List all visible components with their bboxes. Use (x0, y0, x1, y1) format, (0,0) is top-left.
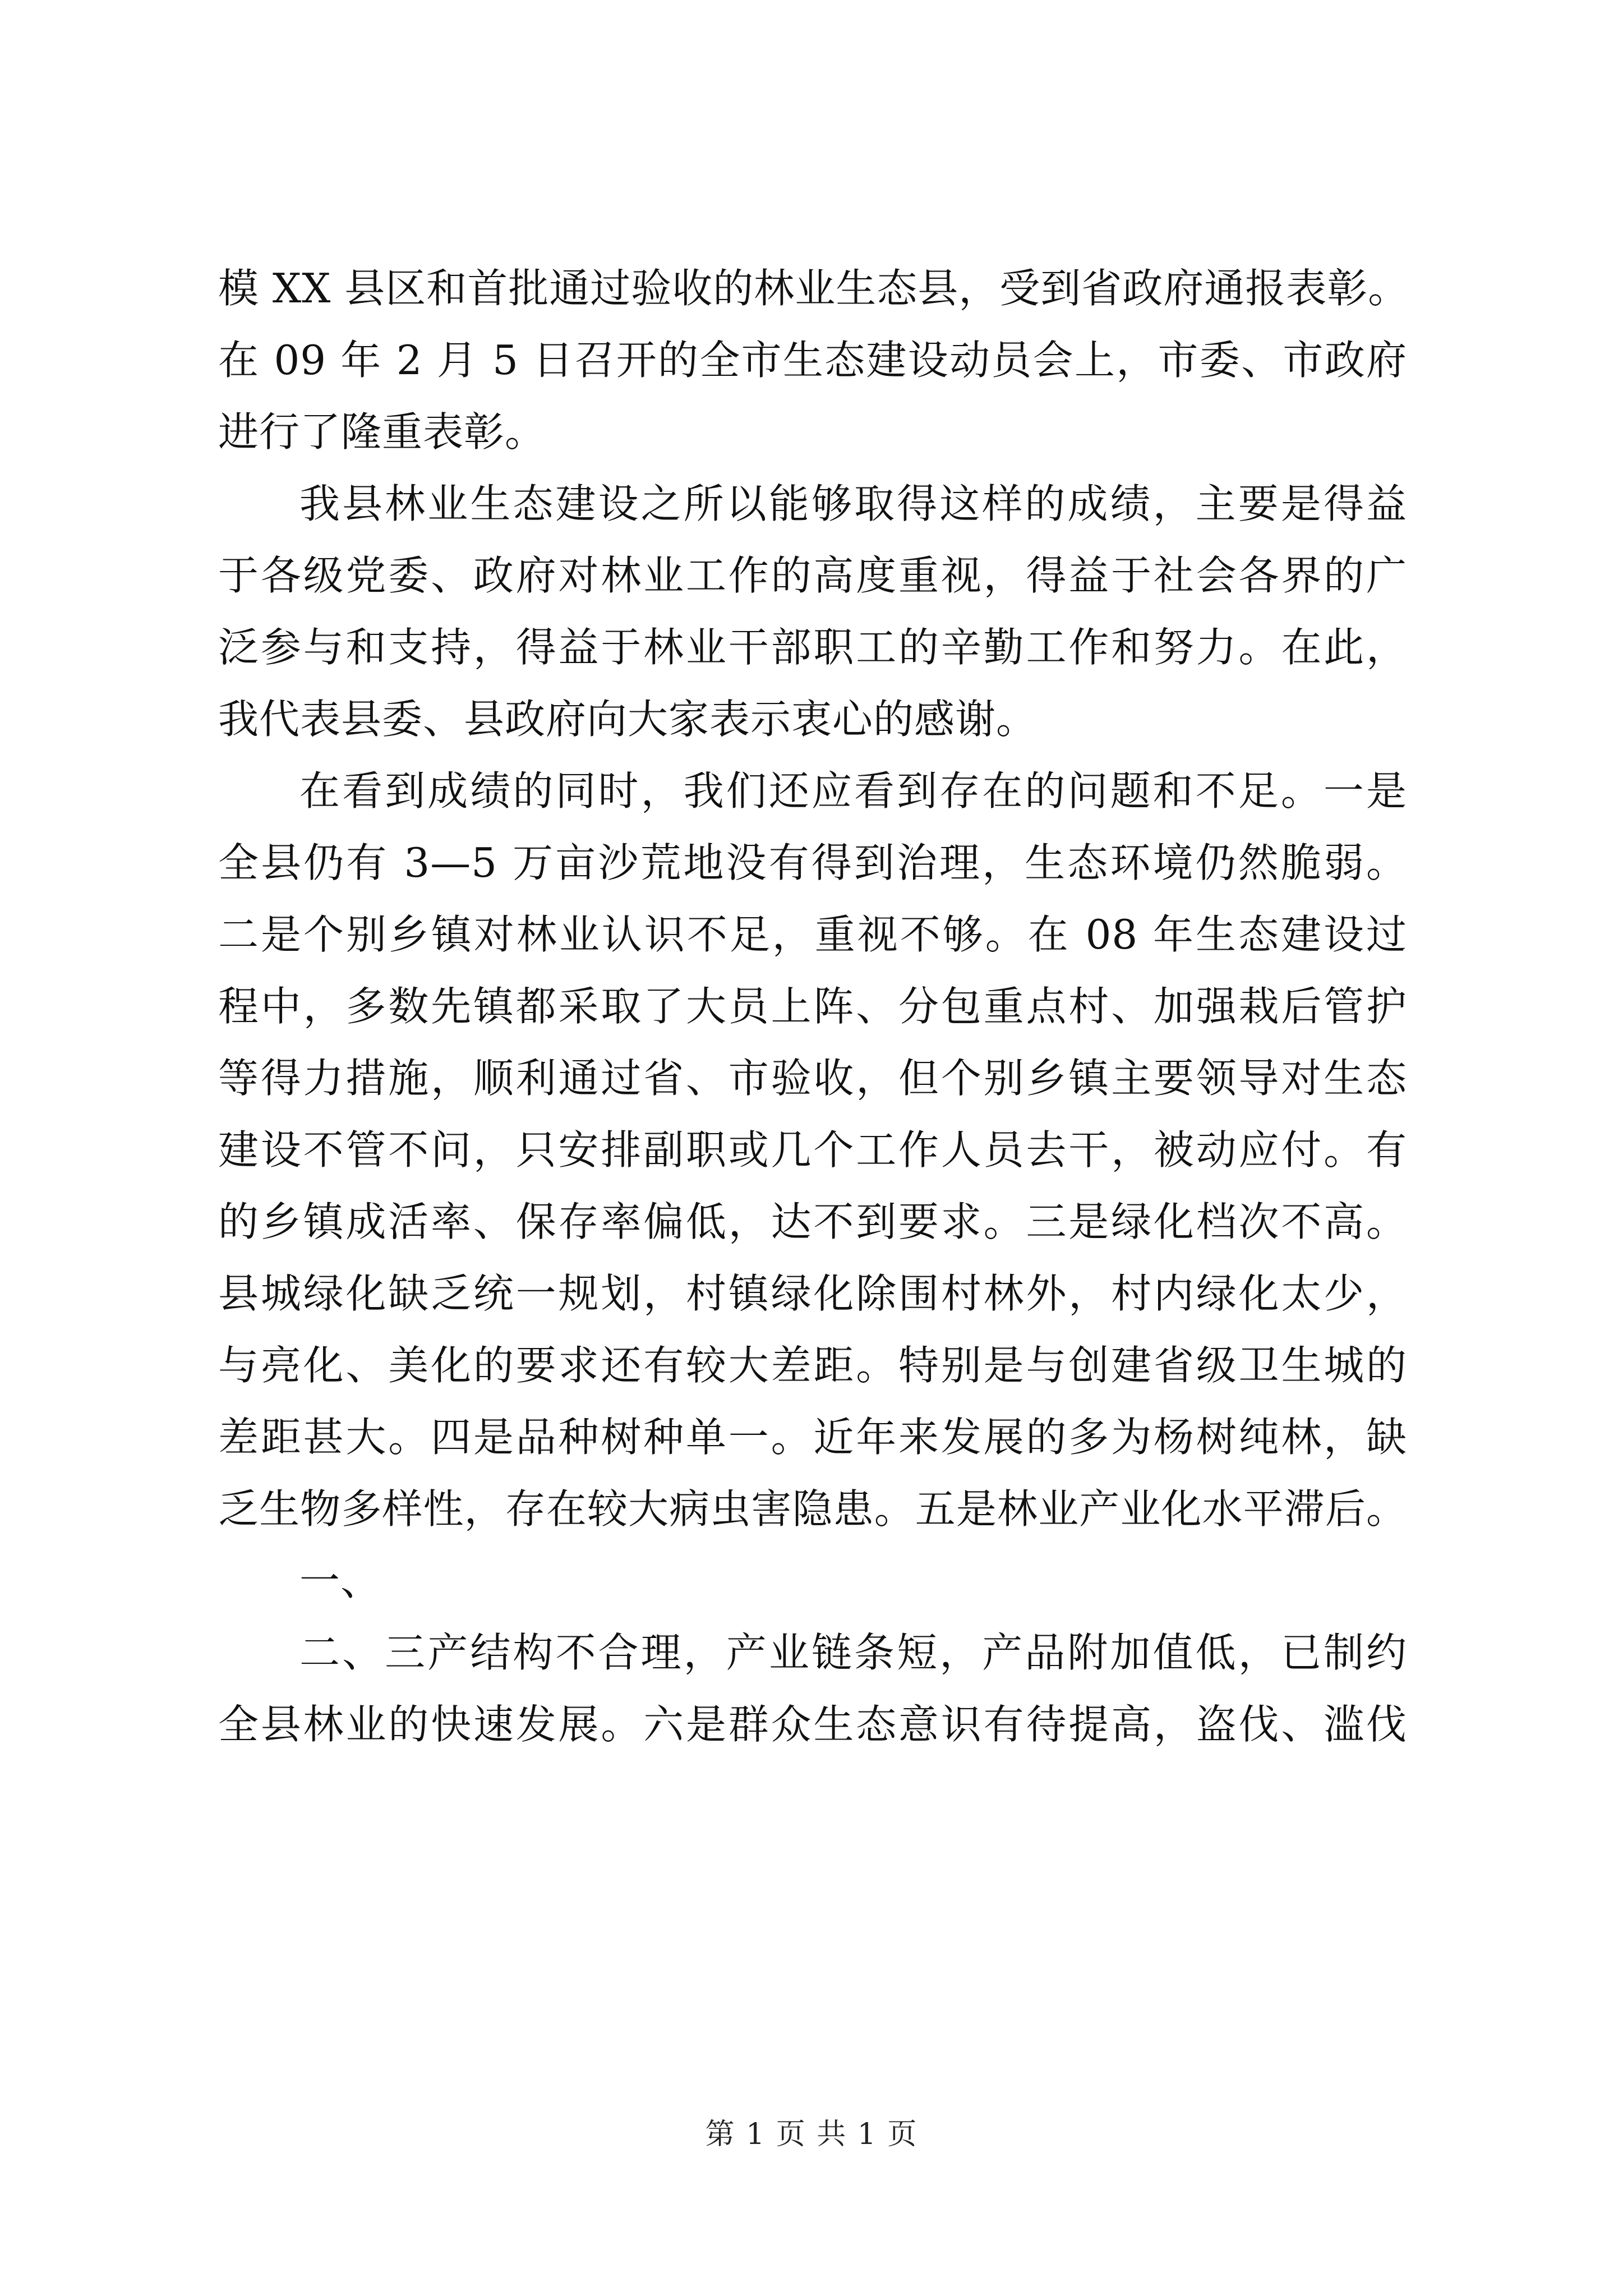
text-line: 乏生物多样性，存在较大病虫害隐患。五是林业产业化水平滞后。 (218, 1485, 1407, 1533)
page-number: 第 1 页 共 1 页 (705, 2118, 918, 2151)
text-line: 差距甚大。四是品种树种单一。近年来发展的多为杨树纯林，缺 (218, 1414, 1407, 1461)
paragraph-first-line: 二、三产结构不合理，产业链条短，产品附加值低，已制约 (299, 1629, 1407, 1676)
text-line: 泛参与和支持，得益于林业干部职工的辛勤工作和努力。在此， (218, 624, 1407, 671)
page-footer (0, 2115, 1623, 2154)
text-line: 于各级党委、政府对林业工作的高度重视，得益于社会各界的广 (218, 552, 1407, 599)
text-line: 在 09 年 2 月 5 日召开的全市生态建设动员会上，市委、市政府 (218, 337, 1407, 384)
text-line: 与亮化、美化的要求还有较大差距。特别是与创建省级卫生城的 (218, 1342, 1407, 1389)
paragraph-first-line: 在看到成绩的同时，我们还应看到存在的问题和不足。一是 (299, 767, 1407, 815)
text-line: 二是个别乡镇对林业认识不足，重视不够。在 08 年生态建设过 (218, 911, 1407, 958)
text-line: 我代表县委、县政府向大家表示衷心的感谢。 (218, 696, 1038, 743)
text-line: 全县仍有 3—5 万亩沙荒地没有得到治理，生态环境仍然脆弱。 (218, 839, 1407, 886)
text-line: 进行了隆重表彰。 (218, 408, 546, 455)
paragraph-first-line: 我县林业生态建设之所以能够取得这样的成绩，主要是得益 (299, 480, 1407, 527)
text-line: 建设不管不问，只安排副职或几个工作人员去干，被动应付。有 (218, 1126, 1407, 1174)
text-line: 全县林业的快速发展。六是群众生态意识有待提高，盗伐、滥伐 (218, 1701, 1407, 1748)
list-heading: 一、 (299, 1557, 382, 1604)
text-line: 县城绿化缺乏统一规划，村镇绿化除围村林外，村内绿化太少， (218, 1270, 1407, 1317)
text-line: 等得力措施，顺利通过省、市验收，但个别乡镇主要领导对生态 (218, 1055, 1407, 1102)
text-line: 模 XX 县区和首批通过验收的林业生态县，受到省政府通报表彰。 (218, 265, 1409, 312)
text-line: 程中，多数先镇都采取了大员上阵、分包重点村、加强栽后管护 (218, 983, 1407, 1030)
text-line: 的乡镇成活率、保存率偏低，达不到要求。三是绿化档次不高。 (218, 1198, 1407, 1245)
document-body (218, 252, 1407, 1760)
